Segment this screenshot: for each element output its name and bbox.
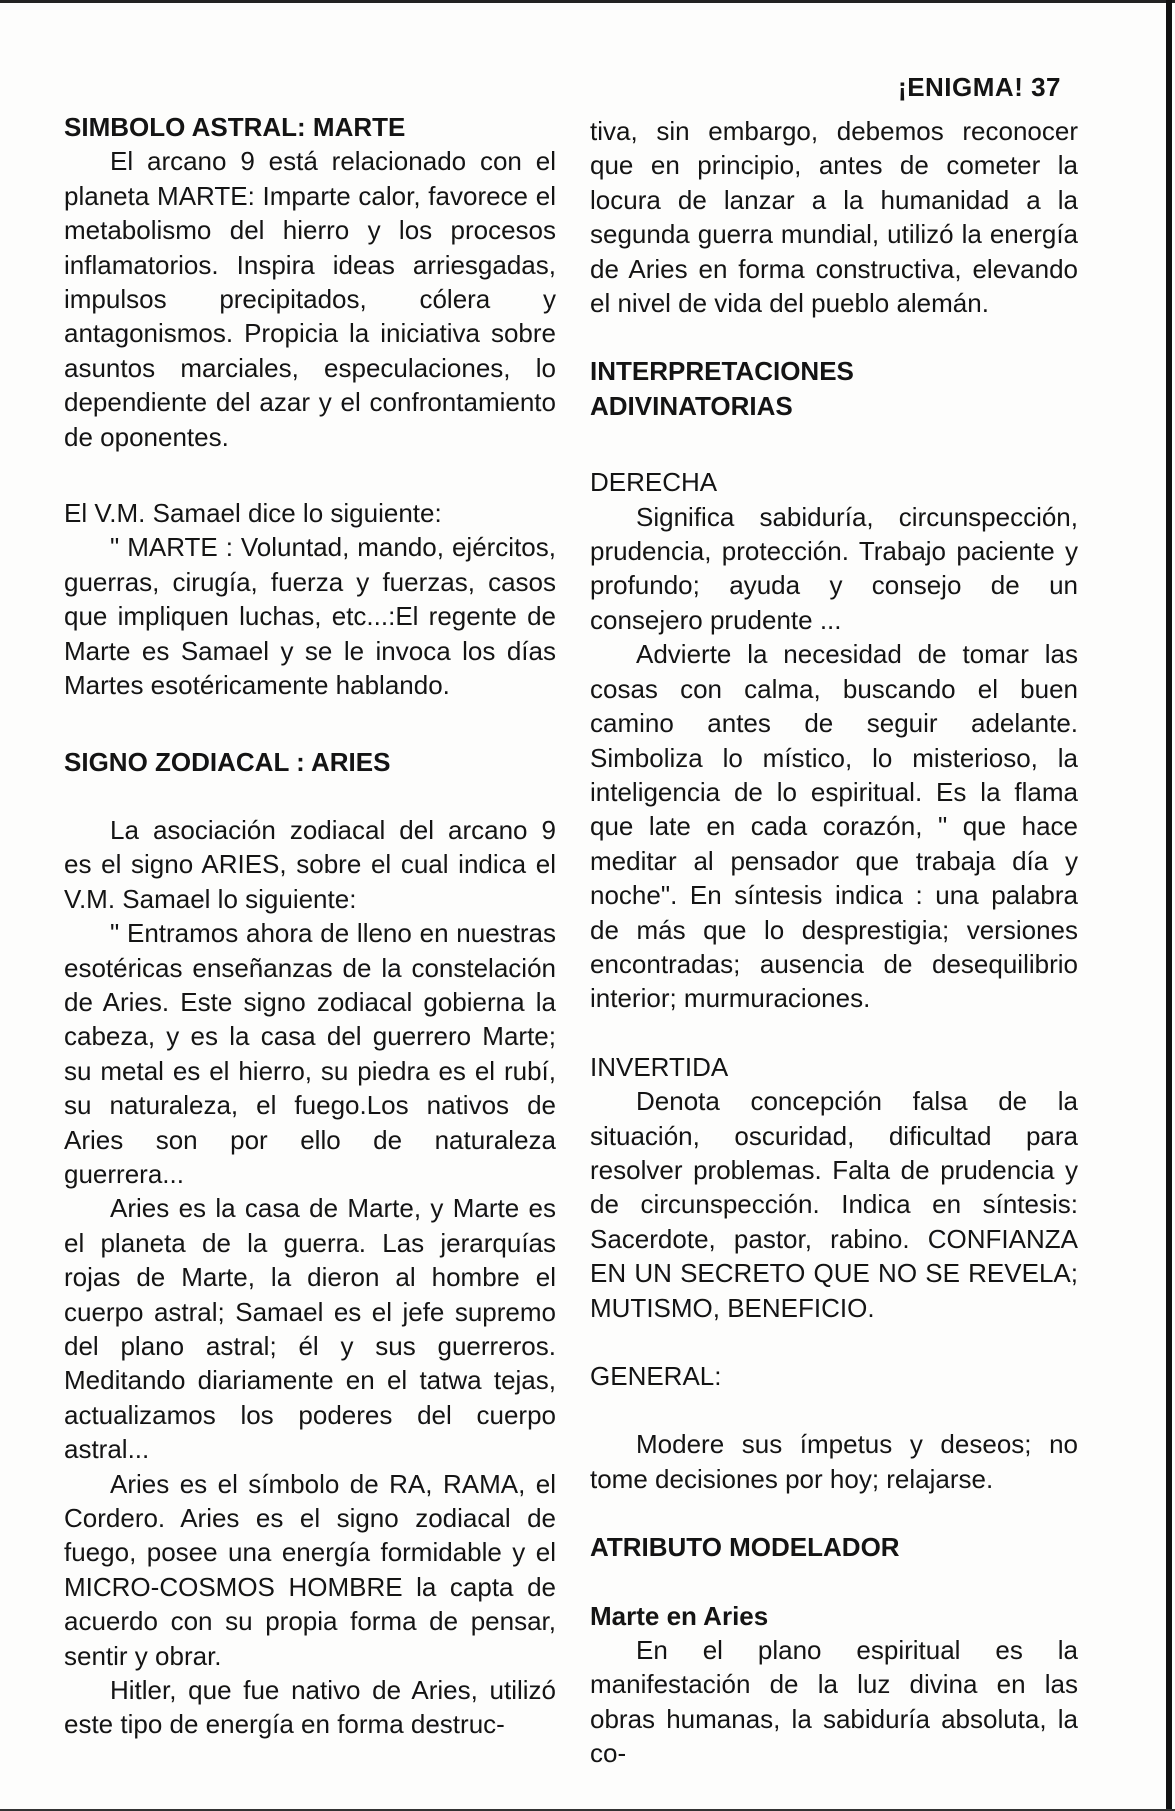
paragraph-continuation: tiva, sin embargo, debemos reconocer que en principio, antes de cometer la locura de lanzar a la humanidad a la segunda guerra mundial, utilizó la energía de Aries en forma constructiva, elevando el nivel de vida del pueblo alemán. (590, 116, 1078, 319)
paragraph-samael-intro: El V.M. Samael dice lo siguiente: (64, 498, 442, 529)
heading-atributo-modelador: ATRIBUTO MODELADOR (590, 1532, 900, 1563)
paragraph-zodiac-5: Hitler, que fue nativo de Aries, utilizó este tipo de energía en forma destruc- (64, 1675, 556, 1740)
running-header: ¡ENIGMA! 37 (898, 72, 1061, 102)
paragraph-astral: El arcano 9 está relacionado con el planeta MARTE: Imparte calor, favorece el metabolismo del hierro y los procesos inflamatorios. Inspira ideas arriesgadas, impulsos precipitados, cólera y antagonismos. Propicia la iniciativa sobre asuntos marciales, especulaciones, lo dependiente del azar y el confrontamiento de oponentes. (64, 146, 556, 452)
label-general: GENERAL: (590, 1361, 722, 1391)
heading-signo-zodiacal: SIGNO ZODIACAL : ARIES (64, 746, 391, 777)
label-invertida: INVERTIDA (590, 1051, 729, 1082)
paragraph-zodiac-1: La asociación zodiacal del arcano 9 es el signo ARIES, sobre el cual indica el V.M. Samael lo siguiente: (64, 814, 556, 914)
left-column (64, 110, 556, 1742)
paragraph-derecha-2: Advierte la necesidad de tomar las cosas con calma, buscando el buen camino antes de seguir adelante. Simboliza lo místico, lo misterioso, la inteligencia de lo espiritual. Es la flama que late en cada corazón, " que hace meditar al pensador que trabaja día y noche". En síntesis indica : una palabra de más que lo desprestigia; versiones encontradas; ausencia de desequilibrio interior; murmuraciones. (590, 639, 1078, 1014)
paragraph-marte-aries: En el plano espiritual es la manifestación de la luz divina en las obras humanas, la sabiduría absoluta, la co- (590, 1635, 1078, 1769)
top-border (0, 0, 1175, 3)
right-border (1166, 0, 1172, 1811)
paragraph-zodiac-2: " Entramos ahora de lleno en nuestras esotéricas enseñanzas de la constelación de Aries. Este signo zodiacal gobierna la cabeza, y es la casa del guerrero Marte; su metal es el hierro, su piedra es el rubí, su naturaleza, el fuego.Los nativos de Aries son por ello de naturaleza guerrera... (64, 918, 556, 1189)
paragraph-invertida: Denota concepción falsa de la situación, oscuridad, dificultad para resolver problemas. Falta de prudencia y de circunspección. Indica en síntesis: Sacerdote, pastor, rabino. CONFIANZA EN UN SECRETO QUE NO SE REVELA; MUTISMO, BENEFICIO. (590, 1086, 1078, 1323)
heading-simbolo-astral: SIMBOLO ASTRAL: MARTE (64, 112, 406, 142)
heading-marte-en-aries: Marte en Aries (590, 1600, 769, 1631)
label-derecha: DERECHA (590, 467, 718, 498)
paragraph-derecha-1: Significa sabiduría, circunspección, prudencia, protección. Trabajo paciente y profundo; ayuda y consejo de un consejero prudente ... (590, 501, 1078, 635)
right-column (590, 114, 1078, 1771)
paragraph-samael-quote: " MARTE : Voluntad, mando, ejércitos, guerras, cirugía, fuerza y fuerzas, casos que impliquen luchas, etc...:El regente de Marte es Samael y se le invoca los días Martes esotéricamente hablando. (64, 532, 556, 701)
paragraph-zodiac-3: Aries es la casa de Marte, y Marte es el planeta de la guerra. Las jerarquías rojas de Marte, la dieron al hombre el cuerpo astral; Samael es el jefe supremo del plano astral; él y sus guerreros. Meditando diariamente en el tatwa tejas, actualizamos los poderes del cuerpo astral... (64, 1193, 556, 1465)
heading-adivinatorias: ADIVINATORIAS (590, 390, 793, 421)
heading-interpretaciones: INTERPRETACIONES (590, 356, 854, 387)
paragraph-zodiac-4: Aries es el símbolo de RA, RAMA, el Cordero. Aries es el signo zodiacal de fuego, posee una energía formidable y el MICRO-COSMOS HOMBRE la capta de acuerdo con su propia forma de pensar, sentir y obrar. (64, 1468, 556, 1671)
paragraph-general: Modere sus ímpetus y deseos; no tome decisiones por hoy; relajarse. (590, 1429, 1078, 1494)
